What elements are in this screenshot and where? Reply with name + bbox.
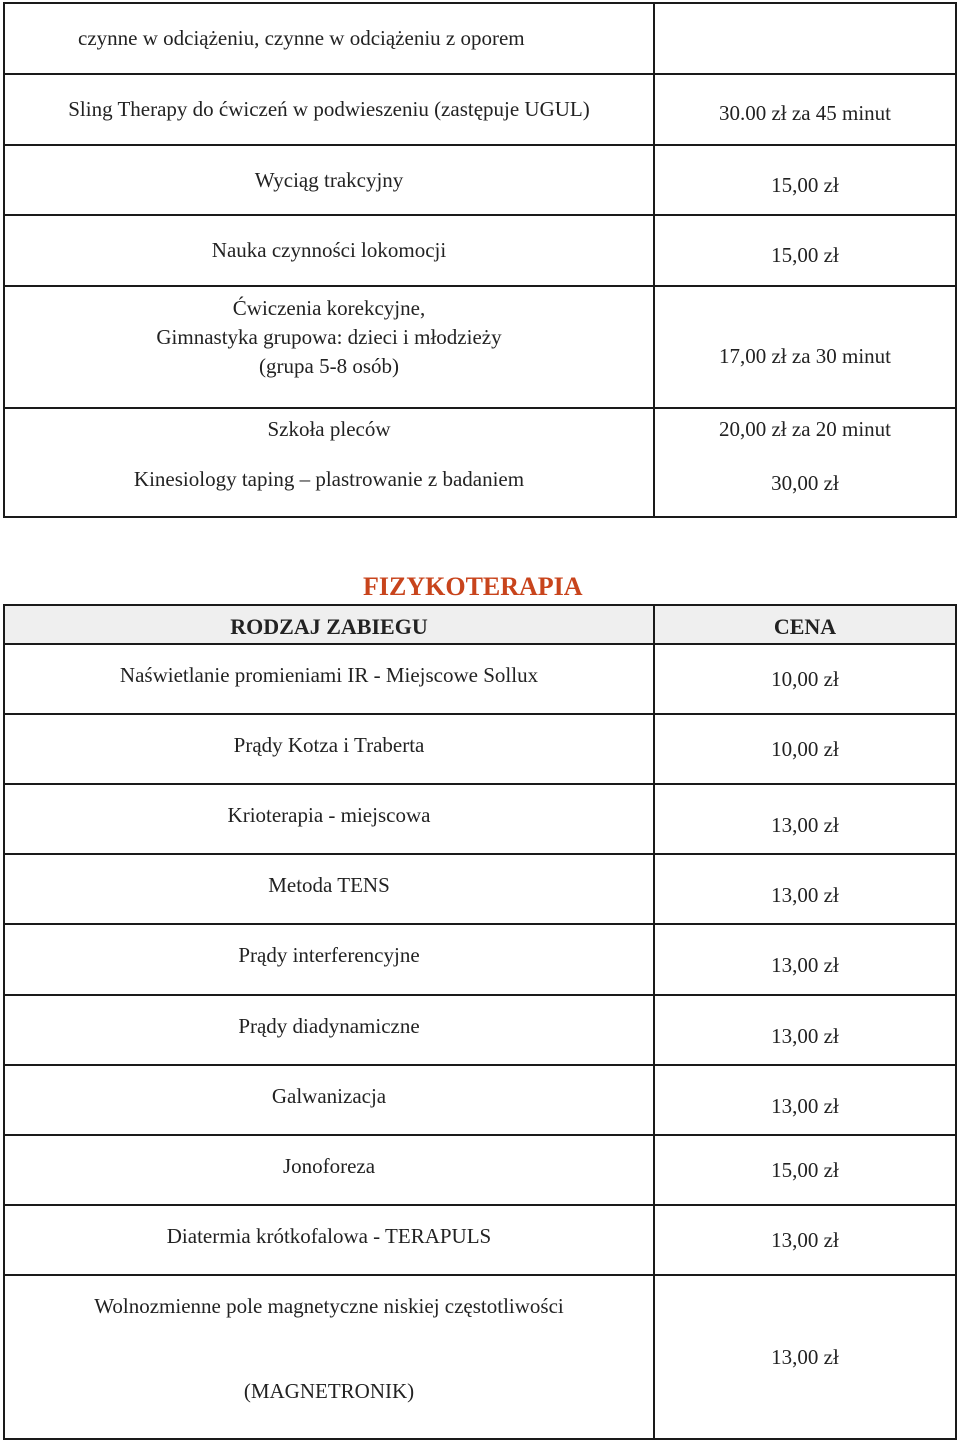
treatment-name: Wyciąg trakcyjny <box>4 145 654 215</box>
table-row <box>4 995 956 1065</box>
treatment-name <box>4 408 654 517</box>
name-line: (MAGNETRONIK) <box>243 1379 415 1403</box>
table-row <box>4 854 956 924</box>
treatment-price: 15,00 zł <box>654 145 956 215</box>
price-line: 20,00 zł za 20 minut <box>718 417 892 441</box>
treatment-price: 15,00 zł <box>654 1135 956 1205</box>
treatment-name <box>4 286 654 408</box>
price-table-top <box>3 2 957 518</box>
table-row <box>4 3 956 74</box>
treatment-price <box>654 408 956 517</box>
table-row <box>4 145 956 215</box>
name-line: Wolnozmienne pole magnetyczne niskiej częstotliwości <box>94 1294 564 1318</box>
table-row <box>4 1205 956 1275</box>
treatment-name: czynne w odciążeniu, czynne w odciążeniu z oporem <box>4 3 654 74</box>
table-row <box>4 644 956 714</box>
column-header-name: RODZAJ ZABIEGU <box>4 605 654 644</box>
name-line: (grupa 5-8 osób) <box>259 354 399 378</box>
treatment-price: 13,00 zł <box>654 784 956 854</box>
table-row <box>4 408 956 517</box>
table-row <box>4 784 956 854</box>
treatment-price: 15,00 zł <box>654 215 956 286</box>
price-table-fizykoterapia <box>3 604 957 1440</box>
treatment-name: Sling Therapy do ćwiczeń w podwieszeniu (zastępuje UGUL) <box>4 74 654 145</box>
treatment-name: Nauka czynności lokomocji <box>4 215 654 286</box>
table-row <box>4 714 956 784</box>
treatment-name: Prądy interferencyjne <box>4 924 654 995</box>
treatment-price: 13,00 zł <box>654 1065 956 1135</box>
price-line: 30,00 zł <box>771 471 839 495</box>
treatment-price: 17,00 zł za 30 minut <box>654 286 956 408</box>
column-header-price: CENA <box>654 605 956 644</box>
treatment-price: 13,00 zł <box>654 1275 956 1439</box>
name-line: Kinesiology taping – plastrowanie z badaniem <box>133 467 525 491</box>
table-header-row <box>4 605 956 644</box>
treatment-price: 13,00 zł <box>654 854 956 924</box>
table-row <box>4 1275 956 1439</box>
treatment-name: Prądy diadynamiczne <box>4 995 654 1065</box>
table-row <box>4 1135 956 1205</box>
treatment-price <box>654 3 956 74</box>
treatment-name <box>4 1275 654 1439</box>
treatment-name: Jonoforeza <box>4 1135 654 1205</box>
treatment-name: Diatermia krótkofalowa - TERAPULS <box>4 1205 654 1275</box>
table-row <box>4 286 956 408</box>
treatment-price: 10,00 zł <box>654 714 956 784</box>
table-row <box>4 1065 956 1135</box>
table-row <box>4 215 956 286</box>
section-title: FIZYKOTERAPIA <box>363 572 583 601</box>
table-row <box>4 74 956 145</box>
name-line: Gimnastyka grupowa: dzieci i młodzieży <box>156 325 502 349</box>
treatment-price: 13,00 zł <box>654 924 956 995</box>
name-line: Szkoła pleców <box>267 417 391 441</box>
treatment-name: Metoda TENS <box>4 854 654 924</box>
treatment-price: 10,00 zł <box>654 644 956 714</box>
treatment-price: 13,00 zł <box>654 995 956 1065</box>
table-row <box>4 924 956 995</box>
treatment-price: 30.00 zł za 45 minut <box>654 74 956 145</box>
treatment-price: 13,00 zł <box>654 1205 956 1275</box>
name-line: Ćwiczenia korekcyjne, <box>232 296 426 320</box>
treatment-name: Krioterapia - miejscowa <box>4 784 654 854</box>
treatment-name: Galwanizacja <box>4 1065 654 1135</box>
treatment-name: Naświetlanie promieniami IR - Miejscowe Sollux <box>4 644 654 714</box>
treatment-name: Prądy Kotza i Traberta <box>4 714 654 784</box>
